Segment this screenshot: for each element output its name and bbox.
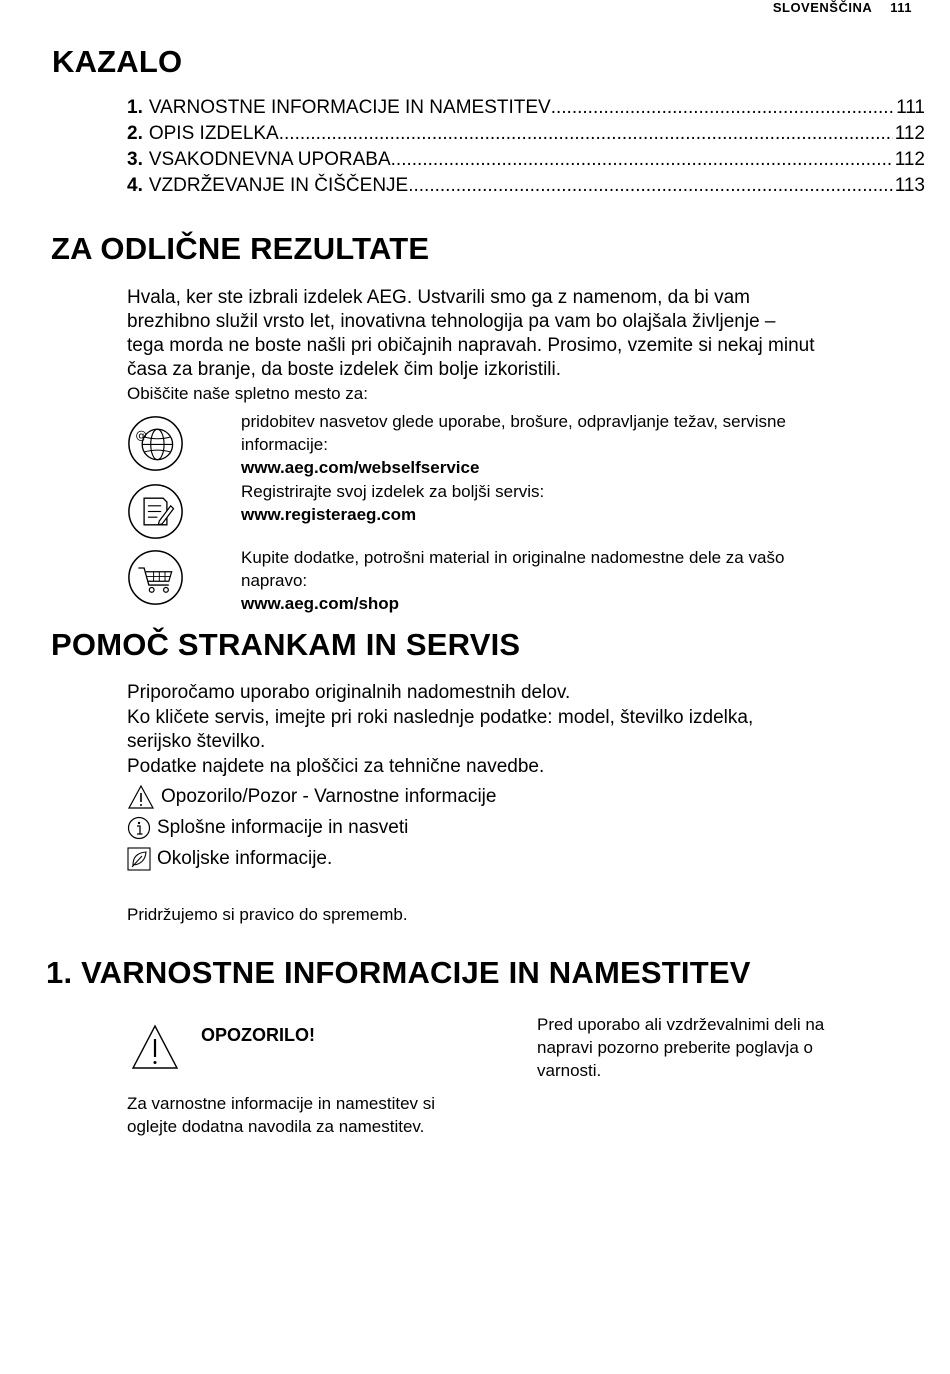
register-link[interactable]: www.registeraeg.com bbox=[241, 505, 417, 524]
changes-note: Pridržujemo si pravico do sprememb. bbox=[127, 905, 408, 924]
safety-line: napravi pozorno preberite poglavja o bbox=[537, 1038, 813, 1057]
warning-triangle-icon bbox=[131, 1024, 179, 1070]
toc-leader-dots bbox=[391, 149, 893, 171]
service-text bbox=[127, 681, 927, 779]
symbol-warning-row bbox=[127, 784, 496, 810]
toc-leader-dots bbox=[551, 97, 894, 119]
results-title: ZA ODLIČNE REZULTATE bbox=[51, 231, 430, 266]
safety-line: Za varnostne informacije in namestitev si bbox=[127, 1094, 436, 1113]
link-description: Kupite dodatke, potrošni material in originalne nadomestne dele za vašo bbox=[241, 548, 785, 567]
symbol-label: Okoljske informacije. bbox=[157, 848, 333, 869]
link-item-register bbox=[241, 480, 921, 526]
toc-item-number: 1. bbox=[127, 97, 143, 118]
web-globe-icon bbox=[127, 415, 184, 472]
safety-right-text bbox=[537, 1013, 927, 1082]
header-language: SLOVENŠČINA bbox=[772, 0, 873, 15]
warning-triangle-icon bbox=[127, 784, 155, 810]
service-line: serijsko številko. bbox=[127, 731, 266, 752]
toc-item-label: VSAKODNEVNA UPORABA bbox=[148, 149, 391, 170]
register-form-icon bbox=[127, 483, 184, 540]
intro-line: Hvala, ker ste izbrali izdelek AEG. Ustvarili smo ga z namenom, da bi vam bbox=[127, 287, 751, 308]
toc-item-label: VZDRŽEVANJE IN ČIŠČENJE bbox=[148, 175, 409, 196]
shop-link[interactable]: www.aeg.com/shop bbox=[241, 594, 400, 613]
toc-item-page: 111 bbox=[896, 97, 925, 118]
page-header bbox=[773, 0, 912, 15]
symbol-label: Opozorilo/Pozor - Varnostne informacije bbox=[161, 786, 497, 807]
safety-left-text bbox=[127, 1092, 517, 1138]
toc-item-page: 112 bbox=[894, 149, 925, 170]
safety-line: varnosti. bbox=[537, 1061, 602, 1080]
toc-leader-dots bbox=[408, 175, 892, 197]
results-intro bbox=[127, 286, 927, 405]
environment-leaf-icon bbox=[127, 847, 151, 871]
link-description: napravo: bbox=[241, 571, 308, 590]
safety-line: oglejte dodatna navodila za namestitev. bbox=[127, 1117, 425, 1136]
service-line: Podatke najdete na ploščici za tehnične navedbe. bbox=[127, 755, 545, 777]
info-circle-icon bbox=[127, 816, 151, 840]
toc-item[interactable] bbox=[127, 149, 925, 175]
toc-item-label: OPIS IZDELKA bbox=[148, 123, 279, 144]
intro-line: Obiščite naše spletno mesto za: bbox=[127, 384, 368, 403]
service-line: Ko kličete servis, imejte pri roki naslednje podatke: model, številko izdelka, bbox=[127, 706, 754, 728]
warning-label: OPOZORILO! bbox=[201, 1025, 315, 1045]
toc-item-page: 113 bbox=[894, 175, 925, 196]
toc-item-label: VARNOSTNE INFORMACIJE IN NAMESTITEV bbox=[148, 97, 551, 118]
service-line: Priporočamo uporabo originalnih nadomestnih delov. bbox=[127, 682, 571, 703]
link-description: pridobitev nasvetov glede uporabe, brošure, odpravljanje težav, servisne bbox=[241, 412, 786, 431]
service-title: POMOČ STRANKAM IN SERVIS bbox=[51, 627, 521, 662]
svg-text:@: @ bbox=[135, 427, 147, 442]
symbol-label: Splošne informacije in nasveti bbox=[157, 817, 409, 838]
toc-item-page: 112 bbox=[894, 123, 925, 144]
link-item-shop bbox=[241, 546, 921, 615]
safety-line: Pred uporabo ali vzdrževalnimi deli na bbox=[537, 1015, 825, 1034]
link-description: Registrirajte svoj izdelek za boljši servis: bbox=[241, 482, 545, 501]
toc-item-number: 4. bbox=[127, 175, 143, 196]
intro-line: časa za branje, da boste izdelek čim bolje izkoristili. bbox=[127, 359, 562, 380]
toc-item[interactable] bbox=[127, 123, 925, 149]
webselfservice-link[interactable]: www.aeg.com/webselfservice bbox=[241, 458, 480, 477]
link-description: informacije: bbox=[241, 435, 328, 454]
safety-title: 1. VARNOSTNE INFORMACIJE IN NAMESTITEV bbox=[46, 955, 751, 990]
toc-item[interactable] bbox=[127, 175, 925, 201]
table-of-contents bbox=[127, 97, 925, 201]
header-page-number: 111 bbox=[890, 0, 912, 15]
intro-line: tega morda ne boste našli pri običajnih napravah. Prosimo, vzemite si nekaj minut bbox=[127, 335, 815, 356]
intro-line: brezhibno služil vrsto let, inovativna tehnologija pa vam bo olajšala življenje – bbox=[127, 311, 776, 332]
toc-title: KAZALO bbox=[52, 44, 183, 79]
toc-item-number: 3. bbox=[127, 149, 143, 170]
symbol-info-row bbox=[127, 815, 408, 841]
toc-item-number: 2. bbox=[127, 123, 143, 144]
link-item-webselfservice bbox=[241, 410, 921, 479]
toc-item[interactable] bbox=[127, 97, 925, 123]
shopping-cart-icon bbox=[127, 549, 184, 606]
symbol-environment-row bbox=[127, 846, 332, 872]
toc-leader-dots bbox=[279, 123, 893, 145]
